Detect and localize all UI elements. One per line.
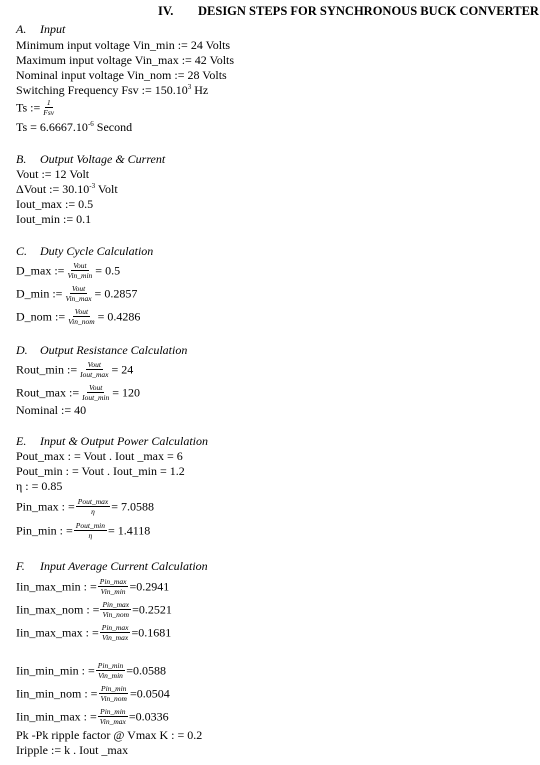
vout-line: Vout := 12 Volt — [16, 167, 90, 181]
ts-value-line: $Ts = 6.6667.10^{-6}$ Second — [16, 120, 133, 134]
iin-max-nom-formula: Iin_max_nom : = $\frac{\text{Pin\_max}}{\text{Vin\_nom}}$ =0.2521 — [16, 600, 172, 619]
iin-max-max-formula: Iin_max_max : = $\frac{\text{Pin\_max}}{\text{Vin\_max}}$ =0.1681 — [16, 623, 172, 642]
iout-max-line: Iout_max := 0.5 — [16, 197, 94, 211]
pout-min-line: Pout_min : = Vout . Iout_min = 1.2 — [16, 464, 185, 478]
iin-max-min-formula: Iin_max_min : = $\frac{\text{Pin\_max}}{\text{Vin\_min}}$ =0.2941 — [16, 577, 170, 596]
pin-min-formula: Pin_min : = $\frac{\text{Pout\_min}}{\eta}$ = 1.4118 — [16, 521, 151, 540]
d-nom-formula: D_nom := $\frac{\text{Vout}}{\text{Vin\_nom}}$ = 0.4286 — [16, 307, 141, 326]
d-min-formula: D_min := $\frac{\text{Vout}}{\text{Vin\_max}}$ = 0.2857 — [16, 284, 138, 303]
section-b-heading: B. Output Voltage & Current — [16, 152, 166, 166]
vin-min-line: Minimum input voltage Vin_min := 24 Volts — [16, 38, 231, 52]
delta-vout-line: ΔVout := $30.10^{-3}$ Volt — [16, 182, 118, 196]
iin-min-nom-formula: Iin_min_nom : = $\frac{\text{Pin\_min}}{\text{Vin\_nom}}$ =0.0504 — [16, 684, 170, 703]
section-d-heading: D. Output Resistance Calculation — [16, 343, 188, 357]
nominal-line: Nominal := 40 — [16, 403, 87, 417]
iin-min-min-formula: Iin_min_min : = $\frac{\text{Pin\_min}}{\text{Vin\_min}}$ =0.0588 — [16, 661, 166, 680]
iripple-line: Iripple := k . Iout _max — [16, 743, 129, 757]
iin-min-max-formula: Iin_min_max : = $\frac{\text{Pin\_min}}{\text{Vin\_max}}$ =0.0336 — [16, 707, 169, 726]
eta-line: η : = 0.85 — [16, 479, 63, 493]
rout-min-formula: Rout_min := $\frac{\text{Vout}}{\text{Iout\_max}}$ = 24 — [16, 360, 134, 379]
ts-fraction: $\frac{1}{\text{Fsv}}$ — [43, 98, 55, 117]
ripple-factor-line: Pk -Pk ripple factor @ Vmax K : = 0.2 — [16, 728, 203, 742]
vin-max-line: Maximum input voltage Vin_max := 42 Volts — [16, 53, 235, 67]
fsv-line: Switching Frequency Fsv := $150.10^3$ Hz — [16, 83, 209, 97]
d-max-formula: D_max := $\frac{\text{Vout}}{\text{Vin\_min}}$ = 0.5 — [16, 261, 121, 280]
section-f-heading: F. Input Average Current Calculation — [16, 559, 208, 573]
pout-max-line: Pout_max : = Vout . Iout _max = 6 — [16, 449, 183, 463]
title-number: IV. — [158, 4, 174, 18]
rout-max-formula: Rout_max := $\frac{\text{Vout}}{\text{Iout\_min}}$ = 120 — [16, 383, 140, 402]
section-c-heading: C. Duty Cycle Calculation — [16, 244, 154, 258]
page-title — [158, 4, 539, 19]
section-a-heading: A. Input — [16, 22, 66, 36]
section-e-heading: E. Input & Output Power Calculation — [16, 434, 208, 448]
iout-min-line: Iout_min := 0.1 — [16, 212, 92, 226]
pin-max-formula: Pin_max : = $\frac{\text{Pout\_max}}{\eta}$ = 7.0588 — [16, 497, 154, 516]
vin-nom-line: Nominal input voltage Vin_nom := 28 Volts — [16, 68, 227, 82]
title-text: DESIGN STEPS FOR SYNCHRONOUS BUCK CONVERTER — [198, 4, 539, 18]
ts-formula: Ts := $\frac{1}{\text{Fsv}}$ — [16, 98, 55, 117]
